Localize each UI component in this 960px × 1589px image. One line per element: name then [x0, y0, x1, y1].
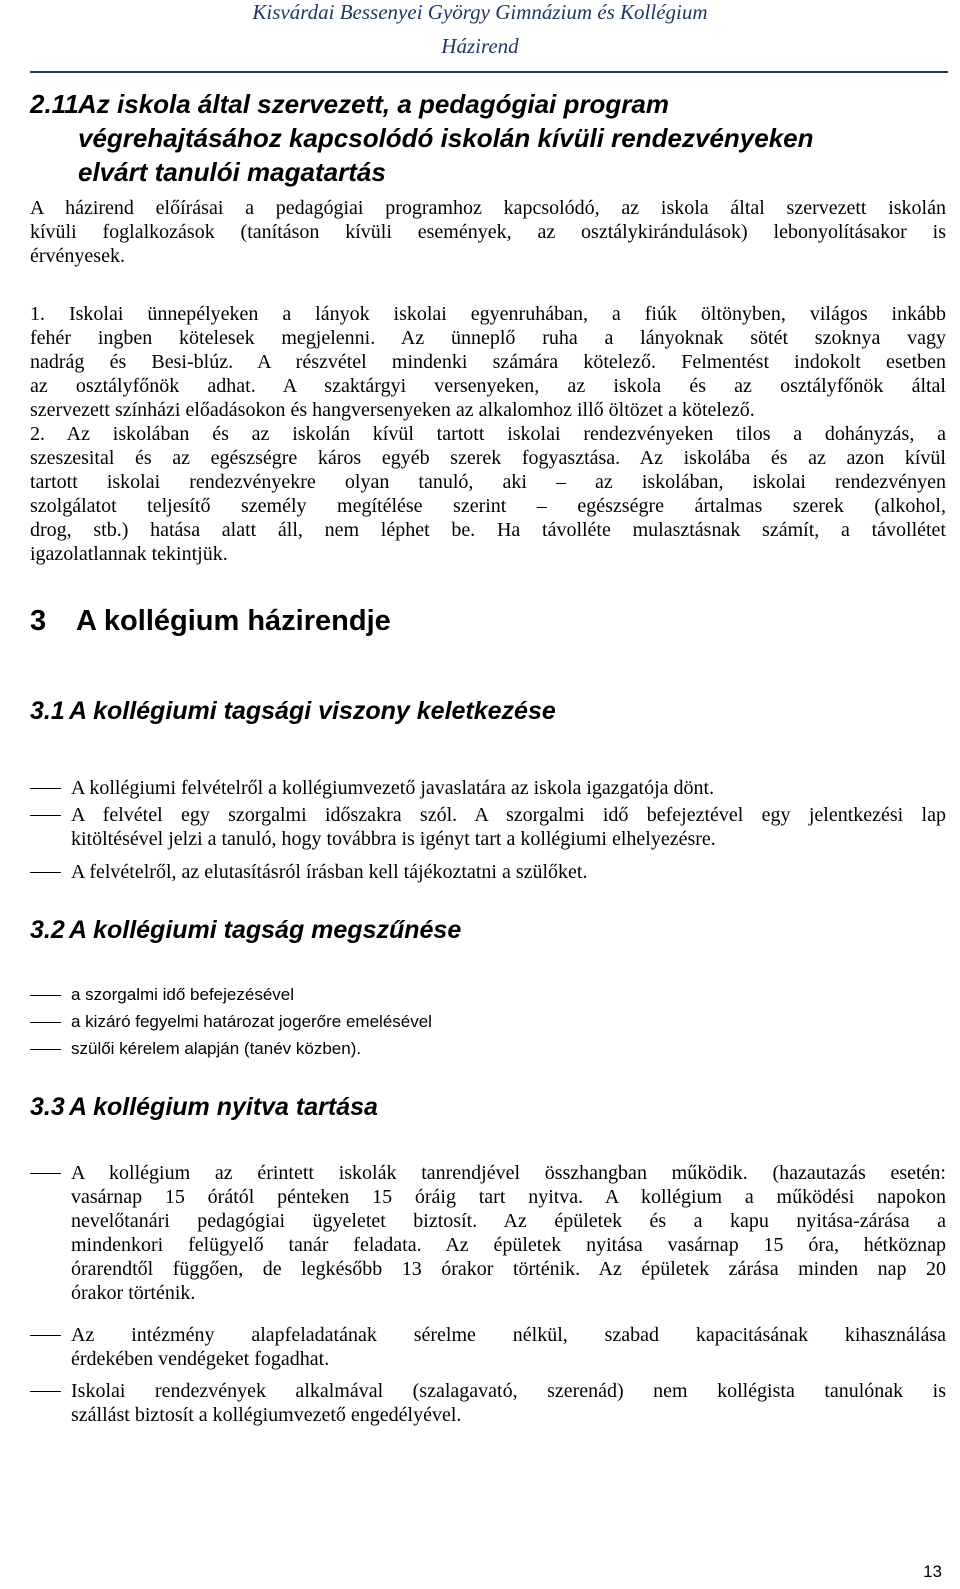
rule-item-1: [30, 302, 946, 422]
dash-bullet: [30, 1173, 61, 1174]
text-line: szállást biztosít a kollégiumvezető engedélyével.: [71, 1404, 462, 1426]
text-line: órakor történik.: [71, 1282, 196, 1304]
text-line: nadrág és Besi-blúz. A részvétel mindenki számára kötelező. Felmentést indokolt esetben: [30, 351, 946, 373]
header-document-title: Házirend: [441, 34, 519, 58]
section-number: 2.11: [30, 89, 79, 119]
text-line: 1. Iskolai ünnepélyeken a lányok iskolai egyenruhában, a fiúk öltönyben, világos inkább: [30, 303, 946, 325]
dash-bullet: [30, 995, 61, 996]
intro-paragraph: [30, 196, 946, 268]
text-line: az osztályfőnök adhat. A szaktárgyi versenyeken, az iskola és az osztályfőnök által: [30, 375, 946, 397]
header-divider: [30, 71, 948, 73]
list-item: [71, 1161, 946, 1305]
text-line: igazolatlannak tekintjük.: [30, 543, 228, 565]
text-line: A felvételről, az elutasításról írásban kell tájékoztatni a szülőket.: [71, 861, 588, 883]
rule-item-2: [30, 422, 946, 566]
dash-bullet: [30, 872, 61, 873]
dash-bullet: [30, 788, 61, 789]
section-title: A kollégium nyitva tartása: [69, 1093, 378, 1121]
text-line: vasárnap 15 órától pénteken 15 óráig tart nyitva. A kollégium a működési napokon: [71, 1186, 946, 1208]
text-line: A felvétel egy szorgalmi időszakra szól. A szorgalmi idő befejeztével egy jelentkezési lap: [71, 804, 946, 826]
text-line: szervezett színházi előadásokon és hangversenyeken az alkalomhoz illő öltözet a kötelező.: [30, 399, 755, 421]
section-3-1-heading: [30, 697, 556, 726]
text-line: mindenkori felügyelő tanár feladata. Az épületek nyitása vasárnap 15 óra, hétköznap: [71, 1234, 946, 1256]
page-number: 13: [923, 1562, 942, 1581]
list-item: [71, 1038, 946, 1060]
text-line: drog, stb.) hatása alatt áll, nem léphet be. Ha távolléte mulasztásnak számít, a távollétet: [30, 519, 946, 541]
text-line: 2. Az iskolában és az iskolán kívül tartott iskolai rendezvényeken tilos a dohányzás, a: [30, 423, 946, 445]
chapter-3-heading: [30, 605, 391, 638]
list-item: [71, 1011, 946, 1033]
list-item: [71, 1379, 946, 1427]
text-line: szülői kérelem alapján (tanév közben).: [71, 1039, 362, 1058]
chapter-title: A kollégium házirendje: [76, 605, 391, 637]
list-item: [71, 1323, 946, 1371]
text-line: érvényesek.: [30, 245, 125, 267]
section-number: 3.3: [30, 1093, 65, 1121]
section-number: 3.2: [30, 916, 65, 944]
list-item: [71, 803, 946, 851]
heading-line: elvárt tanulói magatartás: [78, 157, 386, 187]
list-item: [71, 984, 946, 1006]
text-line: fehér ingben kötelesek megjelenni. Az ünneplő ruha a lányoknak sötét szoknya vagy: [30, 327, 946, 349]
text-line: tartott iskolai rendezvényekre olyan tanuló, aki – az iskolában, iskolai rendezvényen: [30, 471, 946, 493]
section-title: A kollégiumi tagsági viszony keletkezése: [69, 697, 556, 725]
text-line: órarendtől függően, de legkésőbb 13 órakor történik. Az épületek zárása minden nap 20: [71, 1258, 946, 1280]
dash-bullet: [30, 1022, 61, 1023]
text-line: érdekében vendégeket fogadhat.: [71, 1348, 330, 1370]
text-line: a szorgalmi idő befejezésével: [71, 985, 295, 1004]
chapter-number: 3: [30, 605, 47, 637]
heading-line: Az iskola által szervezett, a pedagógiai program: [78, 89, 669, 119]
text-line: kitöltésével jelzi a tanuló, hogy továbbra is igényt tart a kollégiumi elhelyezésre.: [71, 828, 716, 850]
text-line: Iskolai rendezvények alkalmával (szalagavató, szerenád) nem kollégista tanulónak is: [71, 1380, 946, 1402]
text-line: nevelőtanári pedagógiai ügyeletet biztosít. Az épületek és a kapu nyitása-zárása a: [71, 1210, 946, 1232]
section-2-11-heading: [30, 87, 930, 189]
dash-bullet: [30, 1391, 61, 1392]
section-title: A kollégiumi tagság megszűnése: [69, 916, 462, 944]
section-3-2-heading: [30, 916, 461, 945]
text-line: szeszesital és az egészségre káros egyéb szerek fogyasztása. Az iskolába és az azon kívül: [30, 447, 946, 469]
text-line: A kollégium az érintett iskolák tanrendjével összhangban működik. (hazautazás esetén:: [71, 1162, 946, 1184]
text-line: szolgálatot teljesítő személy megítélése szerint – egészségre ártalmas szerek (alkohol,: [30, 495, 946, 517]
section-3-3-heading: [30, 1093, 378, 1122]
list-item: [71, 860, 946, 884]
text-line: a kizáró fegyelmi határozat jogerőre emelésével: [71, 1012, 432, 1031]
list-item: [71, 776, 946, 800]
text-line: A kollégiumi felvételről a kollégiumvezető javaslatára az iskola igazgatója dönt.: [71, 777, 715, 799]
text-line: A házirend előírásai a pedagógiai programhoz kapcsolódó, az iskola által szervezett iskolán: [30, 197, 946, 219]
text-line: Az intézmény alapfeladatának sérelme nélkül, szabad kapacitásának kihasználása: [71, 1324, 946, 1346]
dash-bullet: [30, 1049, 61, 1050]
dash-bullet: [30, 1335, 61, 1336]
dash-bullet: [30, 815, 61, 816]
header-school-name: Kisvárdai Bessenyei György Gimnázium és Kollégium: [252, 0, 708, 24]
heading-line: végrehajtásához kapcsolódó iskolán kívüli rendezvényeken: [78, 123, 814, 153]
text-line: kívüli foglalkozások (tanításon kívüli események, az osztálykirándulások) lebonyolításakor is: [30, 221, 946, 243]
section-number: 3.1: [30, 697, 65, 725]
